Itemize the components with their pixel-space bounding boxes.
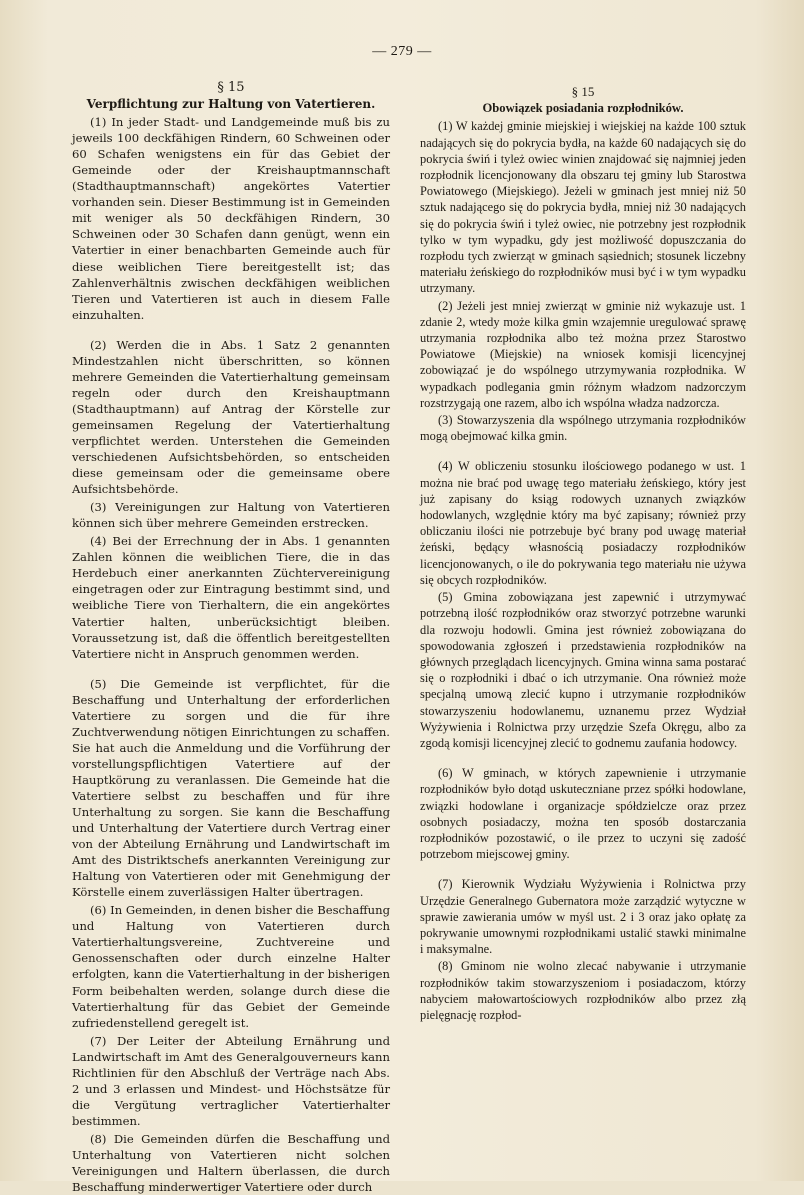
polish-paragraph-1: (1) W każdej gminie miejskiej i wiejskiej na każde 100 sztuk nadających się do pokrycia bydła, na każde 60 nadających się do pokrycia świń i tyleż owiec winien znajdować się najmniej jeden rozpłodnik licencjonowany dla obszaru tej gminy lub Starostwa Powiatowego (Miejskiego). Jeżeli w gminach jest mniej niż 50 sztuk nadającego się do pokrycia bydła, mniej niż 30 nadających się do pokrycia świń i tyleż owiec, nie potrzebny jest rozpłodnik tylko w tym wypadku, gdy jest możliwość dopuszczania do rozpłodu tych zwierząt w gminach sąsiednich; stosunek liczebny materiału żeńskiego do rozpłodników musi być i w tym wypadku utrzymany. (420, 119, 746, 296)
german-paragraph-3: (3) Vereinigungen zur Haltung von Vatertieren können sich über mehrere Gemeinden erstrecken. (72, 500, 390, 531)
german-paragraph-2: (2) Werden die in Abs. 1 Satz 2 genannten Mindestzahlen nicht überschritten, so können mehrere Gemeinden die Vatertierhaltung gemeinsam regeln oder durch den Kreishauptmann (Stadthauptmann) auf Antrag der Körstelle zur gemeinsamen Regelung der Vatertierhaltung verpflichtet werden. Unterstehen die Gemeinden verschiedenen Aufsichtsbehörden, so entscheiden diese gemeinsam oder die gemeinsame obere Aufsichtsbehörde. (72, 337, 390, 497)
polish-paragraph-2: (2) Jeżeli jest mniej zwierząt w gminie niż wykazuje ust. 1 zdanie 2, wtedy może kilka gmin wzajemnie uregulować sprawę utrzymania rozpłodnika albo też można przez Starostwo Powiatowe (Miejskie) na wniosek komisji licencyjnej zobowiązać je do wspólnego utrzymywania rozpłodnika. W wypadkach podlegania gmin różnym władzom nadzorczym rozstrzygają one razem, albo ich wspólna władza nadzorcza. (420, 298, 746, 410)
polish-paragraph-4: (4) W obliczeniu stosunku ilościowego podanego w ust. 1 można nie brać pod uwagę tego materiału żeńskiego, który jest już zapisany do ksiąg rodowych uznanych związków hodowlanych, względnie który ma być zapisany; również przy obliczaniu ilości nie potrzebuje być brany pod uwagę materiał żeński, będący własnością posiadaczy rozpłodników licencjonowanych, o ile do pokrywania tego materiału nie używa się obcych rozpłodników. (420, 459, 746, 587)
polish-column (420, 80, 746, 1170)
german-section-number: § 15 (217, 80, 245, 95)
german-paragraph-5: (5) Die Gemeinde ist verpflichtet, für die Beschaffung und Unterhaltung der erforderlichen Vatertiere zu sorgen und die für ihre Zuchtverwendung nötigen Einrichtungen zu schaffen. Sie hat auch die Anmeldung und die Vorführung der vorstellungspflichtigen Vatertiere auf der Hauptkörung zu veranlassen. Die Gemeinde hat die Vatertiere selbst zu beschaffen und für ihre Unterhaltung zu sorgen. Sie kann die Beschaffung und Unterhaltung der Vatertiere durch Vertrag einer von der Abteilung Ernährung und Landwirtschaft im Amt des Distriktschefs anerkannten Vereinigung zur Haltung von Vatertieren oder mit Genehmigung der Körstelle einem zuverlässigen Halter übertragen. (72, 676, 390, 900)
german-paragraph-1: (1) In jeder Stadt- und Landgemeinde muß bis zu jeweils 100 deckfähigen Rindern, 60 Schweinen oder 60 Schafen wenigstens ein für das Gebiet der Gemeinde oder der Kreishauptmannschaft (Stadthauptmannschaft) angekörtes Vatertier vorhanden sein. Dieser Bestimmung ist in Gemeinden mit weniger als 50 deckfähigen Rindern, 30 Schweinen oder 30 Schafen dann genügt, wenn ein Vatertier in einer benachbarten Gemeinde auch für diese weiblichen Tiere bereitgestellt ist; das Zahlenverhältnis zwischen deckfähigen weiblichen Tieren und Vatertieren ist auch in diesem Falle einzuhalten. (72, 115, 390, 322)
german-section-title: Verpflichtung zur Haltung von Vatertieren. (86, 97, 376, 112)
polish-paragraph-3: (3) Stowarzyszenia dla wspólnego utrzymania rozpłodników mogą obejmować kilka gmin. (420, 413, 746, 444)
german-paragraph-4: (4) Bei der Errechnung der in Abs. 1 genannten Zahlen können die weiblichen Tiere, die in das Herdebuch einer anerkannten Züchtervereinigung eingetragen oder zur Eintragung bestimmt sind, und weibliche Tiere von Tierhaltern, die ein angekörtes Vatertier halten, unberücksichtigt bleiben. Voraussetzung ist, daß die öffentlich bereitgestellten Vatertiere nicht in Anspruch genommen werden. (72, 534, 390, 661)
page-number: — 279 — (372, 44, 432, 59)
german-paragraph-7: (7) Der Leiter der Abteilung Ernährung und Landwirtschaft im Amt des Generalgouverneurs kann Richtlinien für den Abschluß der Verträge nach Abs. 2 und 3 erlassen und Mindest- und Höchstsätze für die Vergütung vertraglicher Vatertierhalter bestimmen. (72, 1033, 390, 1128)
polish-paragraph-5: (5) Gmina zobowiązana jest zapewnić i utrzymywać potrzebną ilość rozpłodników oraz stworzyć potrzebne warunki dla rozwoju hodowli. Gmina jest również zobowiązana do spowodowania zgłoszeń i przedstawienia rozpłodników na głównych przeglądach licencyjnych. Gmina winna sama postarać się o rozpłodniki i dbać o ich utrzymanie. Ona również może specjalną umową zlecić kupno i utrzymanie rozpłodników stowarzyszeniu hodowlanemu, uznanemu przez Wydział Wyżywienia i Rolnictwa przy urzędzie Szefa Okręgu, albo za zgodą komisji licencyjnej zlecić to godnemu zaufania hodowcy. (420, 590, 746, 750)
german-paragraph-6: (6) In Gemeinden, in denen bisher die Beschaffung und Haltung von Vatertieren durch Vatertierhaltungsvereine, Zuchtvereine und Genossenschaften oder durch einzelne Halter erfolgten, kann die Vatertierhaltung in der bisherigen Form beibehalten werden, solange durch diese die Vatertierhaltung für das Gebiet der Gemeinde zufriedenstellend geregelt ist. (72, 903, 390, 1030)
polish-section-title: Obowiązek posiadania rozpłodników. (482, 101, 684, 116)
polish-paragraph-8: (8) Gminom nie wolno zlecać nabywanie i utrzymanie rozpłodników takim stowarzyszeniom i posiadaczom, którzy nabyciem małowartościowych rozpłodników albo przez złą pielęgnację rozpłod- (420, 959, 746, 1022)
polish-section-number: § 15 (571, 84, 595, 99)
german-column (72, 80, 390, 1195)
polish-paragraph-6: (6) W gminach, w których zapewnienie i utrzymanie rozpłodników było dotąd uskuteczniane przez spółki hodowlane, związki hodowlane i organizacje spółdzielcze oraz przez osobnych posiadaczy, można ten sposób dostarczania rozpłodników pozostawić, o ile przez to uczyni się zadość potrzebom miejscowej gminy. (420, 766, 746, 862)
german-paragraph-8: (8) Die Gemeinden dürfen die Beschaffung und Unterhaltung von Vatertieren nicht solchen Vereinigungen und Haltern überlassen, die durch Beschaffung minderwertiger Vatertiere oder durch (72, 1131, 390, 1195)
polish-paragraph-7: (7) Kierownik Wydziału Wyżywienia i Rolnictwa przy Urzędzie Generalnego Gubernatora może zarządzić wytyczne w sprawie zawierania umów w myśl ust. 2 i 3 oraz jako opłatę za pokrywanie umownymi rozpłodnikami ustalić stawki minimalne i maksymalne. (420, 877, 746, 957)
